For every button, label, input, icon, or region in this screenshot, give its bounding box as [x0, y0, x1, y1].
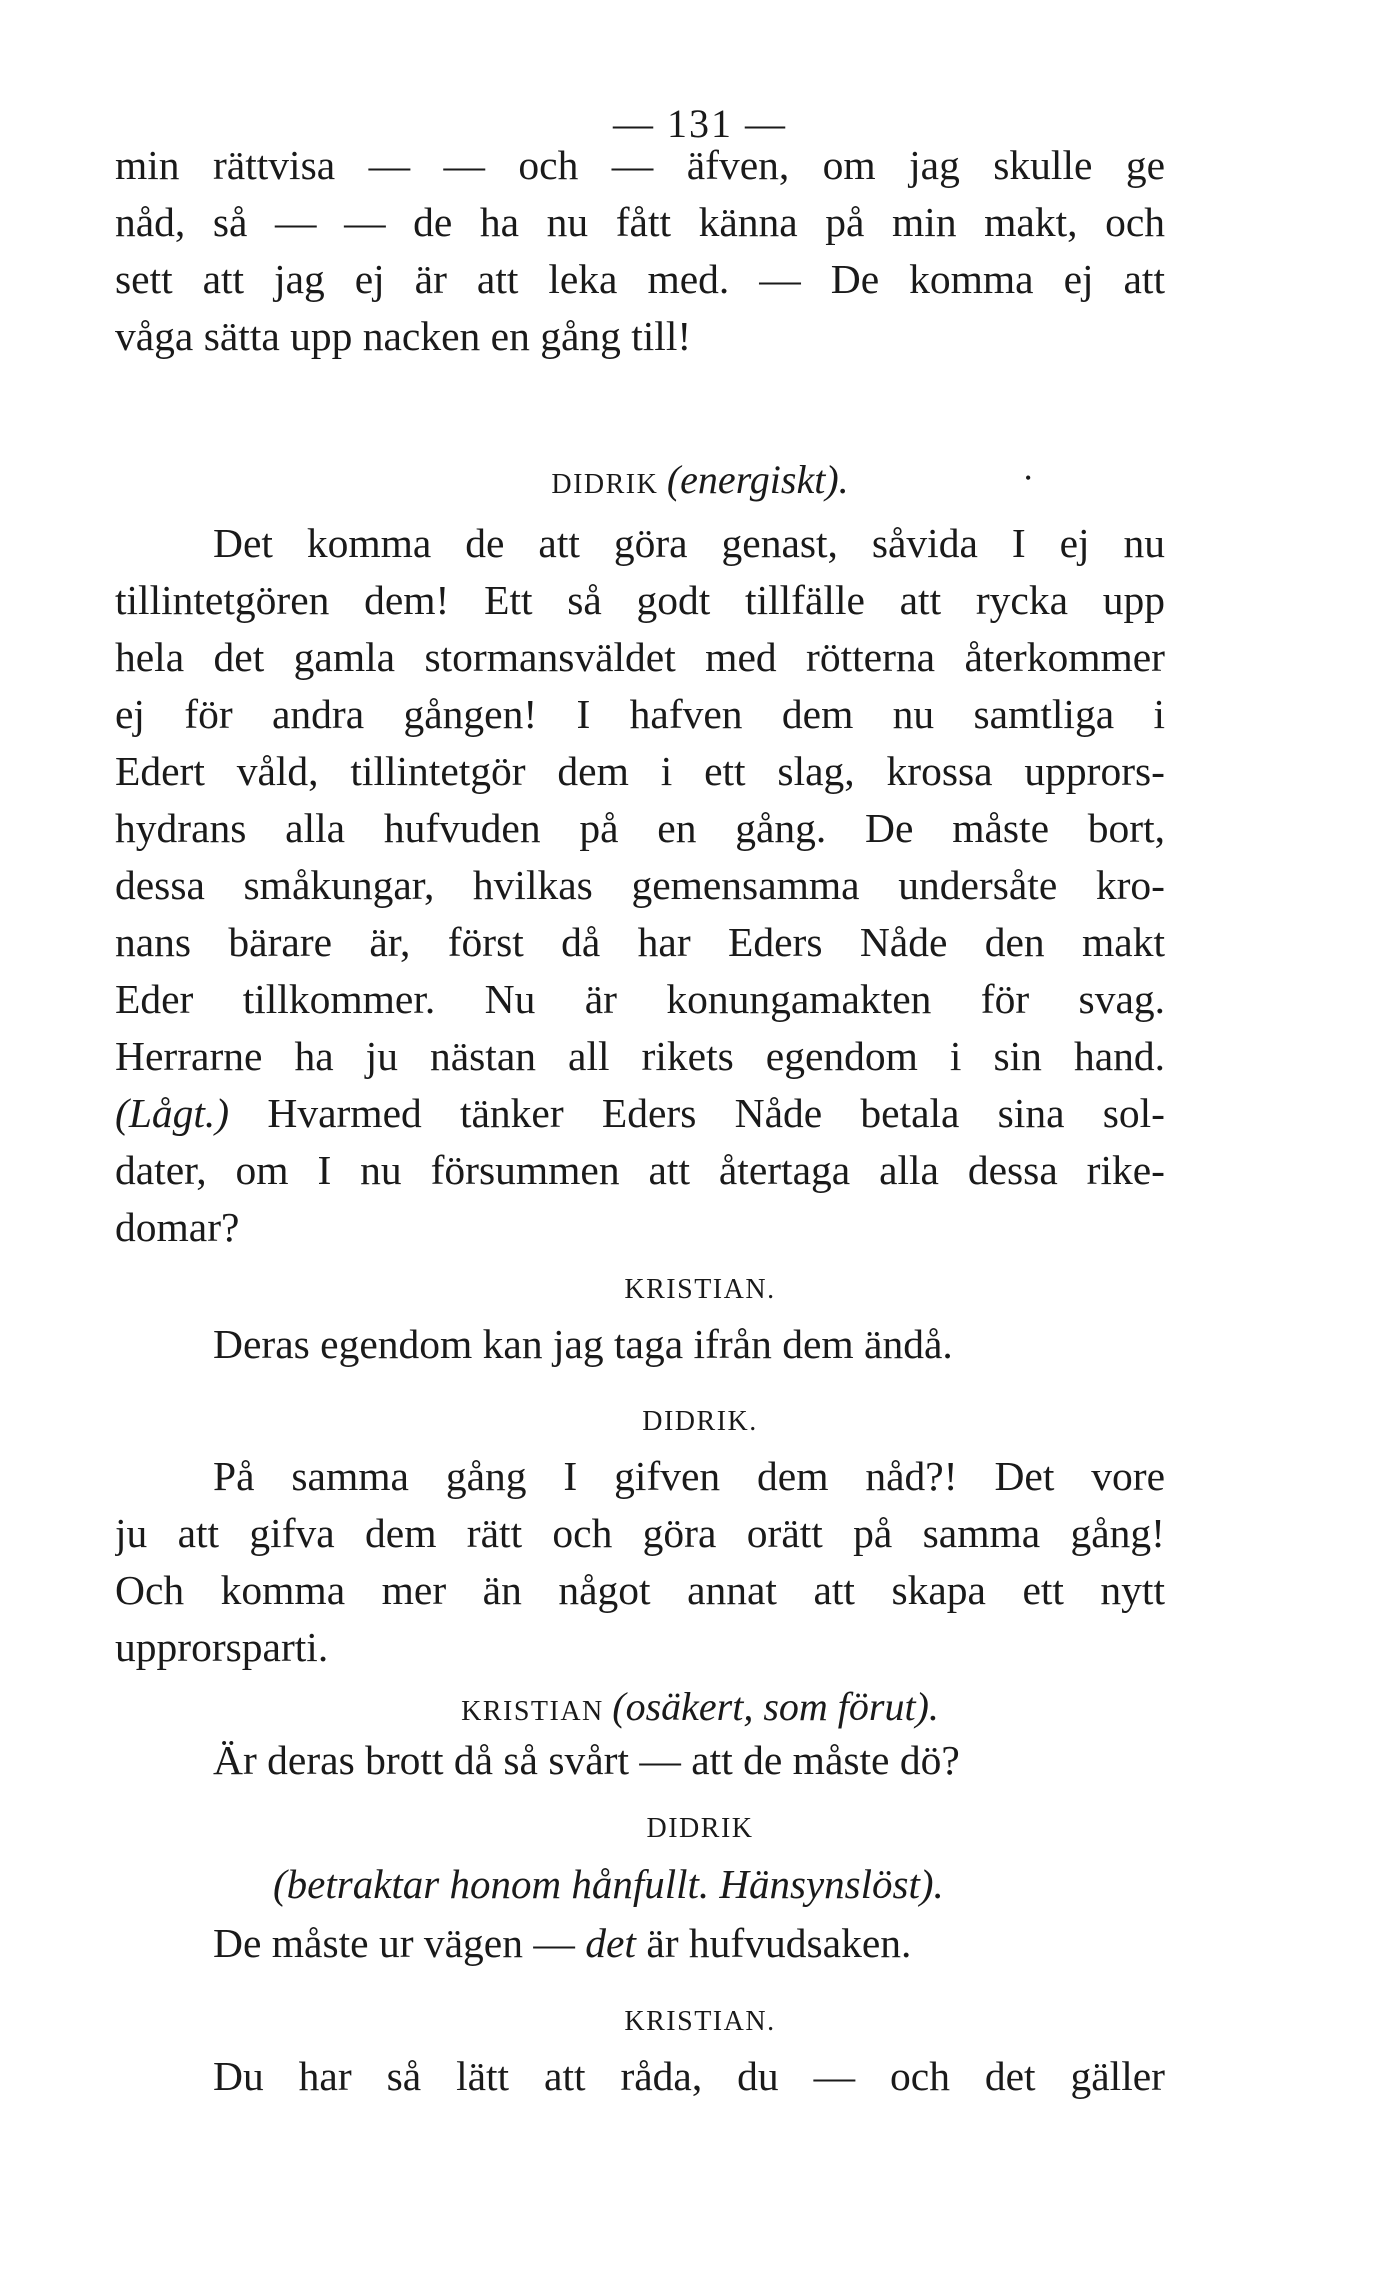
paragraph-2: [115, 515, 1165, 1256]
paragraph-3: [115, 1316, 1165, 1373]
text-line: På samma gång I gifven dem nåd?! Det vore: [213, 1453, 1165, 1499]
text-line: ej för andra gången! I hafven dem nu samtliga i: [115, 691, 1165, 737]
text-line: Det komma de att göra genast, såvida I ej nu: [213, 520, 1165, 566]
text-fragment: De måste ur vägen —: [213, 1920, 586, 1966]
speaker-name: DIDRIK.: [642, 1406, 758, 1437]
speaker-heading: [0, 1404, 1400, 1438]
speaker-direction: (osäkert, som förut).: [612, 1684, 939, 1729]
text-fragment: Hvarmed tänker Eders Nåde betala sina sol-: [229, 1090, 1165, 1136]
stray-mark: •: [1025, 468, 1032, 488]
speaker-heading: [0, 1272, 1400, 1306]
text-line: Och komma mer än något annat att skapa ett nytt: [115, 1567, 1165, 1613]
paragraph-5: [115, 1732, 1165, 1789]
text-line: Du har så lätt att råda, du — och det gäller: [213, 2053, 1165, 2099]
text-line: min rättvisa — — och — äfven, om jag skulle ge: [115, 142, 1165, 188]
paragraph-4: [115, 1448, 1165, 1676]
text-line: hydrans alla hufvuden på en gång. De måste bort,: [115, 805, 1165, 851]
speaker-name: KRISTIAN.: [624, 2006, 776, 2037]
page-number: — 131 —: [613, 101, 787, 146]
speaker-name: DIDRIK: [646, 1813, 754, 1844]
paragraph-7: [115, 2048, 1165, 2105]
speaker-name: KRISTIAN.: [624, 1274, 776, 1305]
text-line: Eder tillkommer. Nu är konungamakten för svag.: [115, 976, 1165, 1022]
text-line: upprorsparti.: [115, 1624, 329, 1670]
text-line: våga sätta upp nacken en gång till!: [115, 313, 692, 359]
text-line: hela det gamla stormansväldet med rötterna återkommer: [115, 634, 1165, 680]
speaker-name: KRISTIAN: [461, 1696, 604, 1727]
text-line: tillintetgören dem! Ett så godt tillfälle att rycka upp: [115, 577, 1165, 623]
text-fragment: är hufvudsaken.: [635, 1920, 912, 1966]
text-line: nåd, så — — de ha nu fått känna på min makt, och: [115, 199, 1165, 245]
speaker-heading: [0, 2004, 1400, 2038]
speaker-heading: [0, 1811, 1400, 1845]
stage-direction-inline: (Lågt.): [115, 1090, 230, 1136]
paragraph-1: [115, 137, 1165, 365]
emphasis: det: [585, 1920, 636, 1966]
text-line: Är deras brott då så svårt — att de måste dö?: [213, 1737, 960, 1783]
speaker-heading: [0, 456, 1400, 503]
speaker-direction: (energiskt).: [666, 457, 849, 502]
text-line: [115, 1085, 1165, 1142]
paragraph-6: [115, 1915, 1165, 1972]
text-line: sett att jag ej är att leka med. — De komma ej att: [115, 256, 1165, 302]
text-line: dater, om I nu försummen att återtaga alla dessa rike-: [115, 1147, 1165, 1193]
text-line: domar?: [115, 1204, 240, 1250]
text-line: [115, 1915, 1165, 1972]
text-line: ju att gifva dem rätt och göra orätt på samma gång!: [115, 1510, 1165, 1556]
text-line: dessa småkungar, hvilkas gemensamma undersåte kro-: [115, 862, 1165, 908]
text-line: nans bärare är, först då har Eders Nåde den makt: [115, 919, 1165, 965]
text-line: Deras egendom kan jag taga ifrån dem ändå.: [213, 1321, 953, 1367]
speaker-name: DIDRIK: [551, 469, 659, 500]
speaker-heading: [0, 1683, 1400, 1730]
text-line: Herrarne ha ju nästan all rikets egendom i sin hand.: [115, 1033, 1165, 1079]
stage-direction: (betraktar honom hånfullt. Hänsynslöst).: [273, 1861, 944, 1907]
text-line: Edert våld, tillintetgör dem i ett slag, krossa upprors-: [115, 748, 1165, 794]
